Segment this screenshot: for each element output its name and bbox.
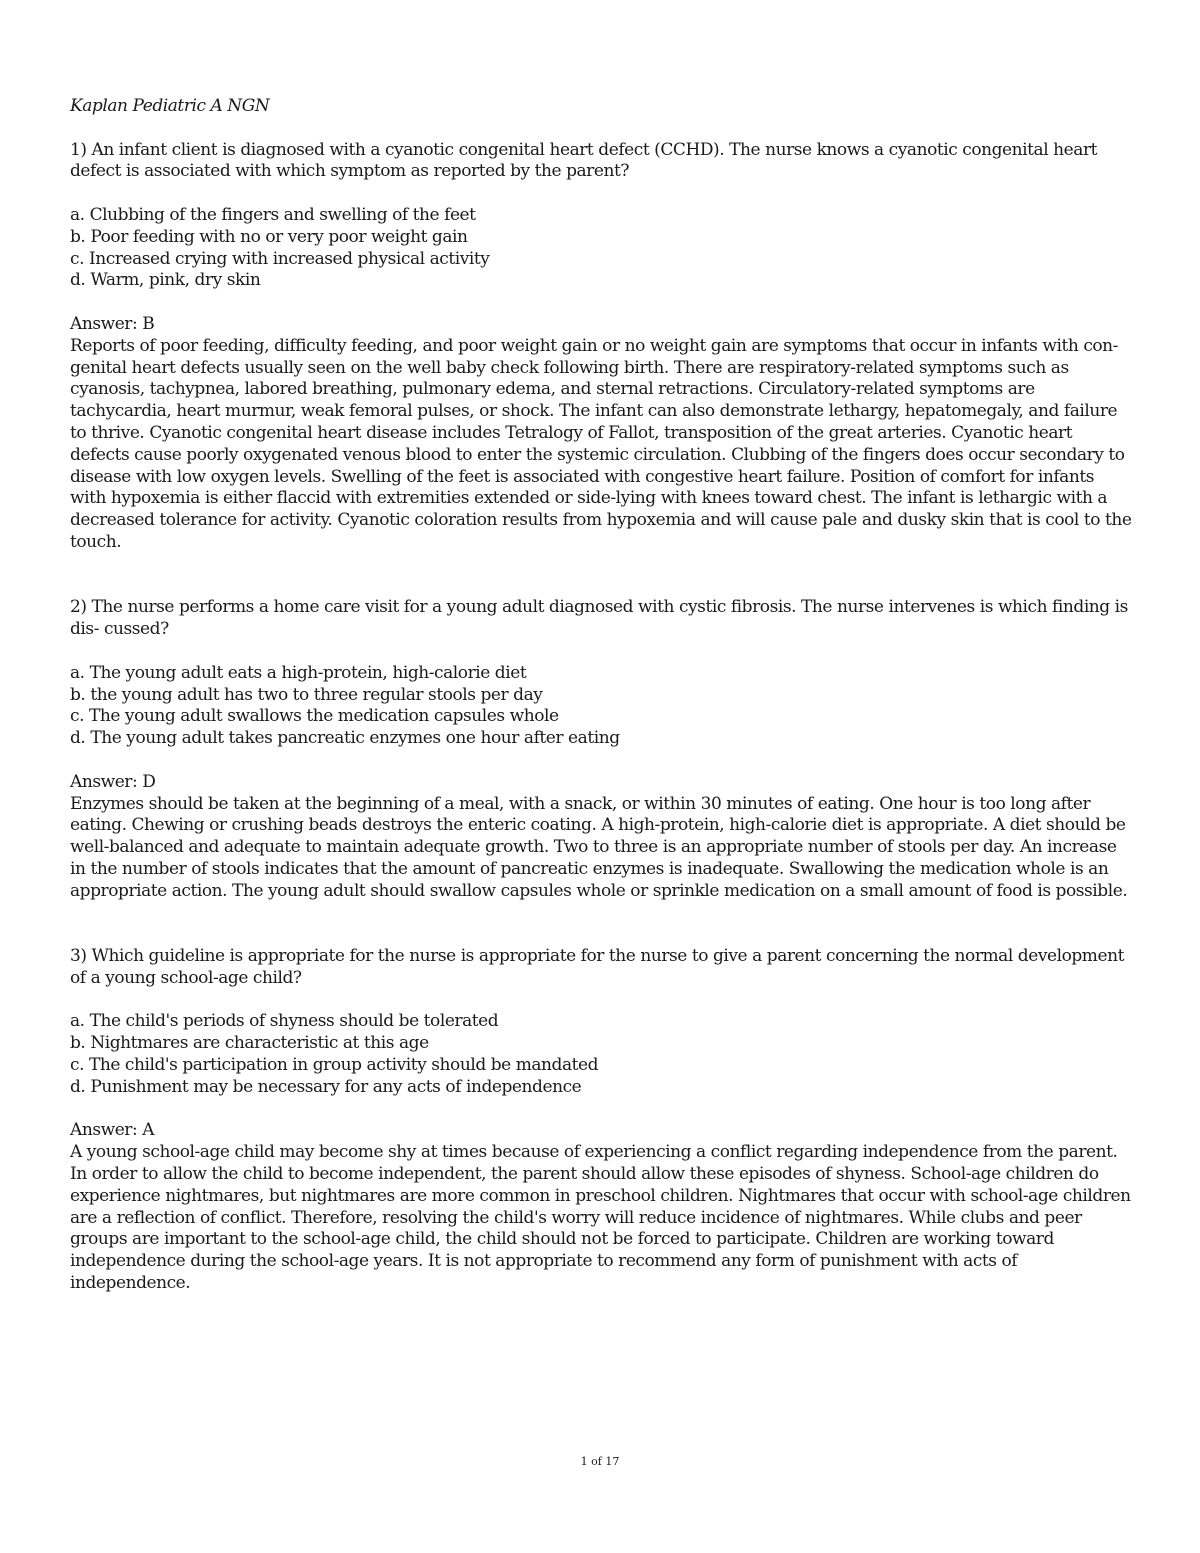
option-d: d. The young adult takes pancreatic enzymes one hour after eating bbox=[70, 728, 620, 749]
option-b: b. Nightmares are characteristic at this age bbox=[70, 1033, 429, 1054]
option-c: c. The child's participation in group activity should be mandated bbox=[70, 1055, 599, 1076]
option-c: c. Increased crying with increased physical activity bbox=[70, 248, 490, 269]
answer-label: Answer: A bbox=[70, 1120, 155, 1141]
question-block-2 bbox=[70, 597, 1132, 902]
answer-options bbox=[70, 663, 1132, 750]
question-block-3 bbox=[70, 946, 1132, 1295]
option-d: d. Warm, pink, dry skin bbox=[70, 270, 261, 291]
question-text: 1) An infant client is diagnosed with a cyanotic congenital heart defect (CCHD). The nurse knows a cyanotic congenital heart defect is associated with which symptom as reported by the parent? bbox=[70, 139, 1098, 182]
page-number: 1 of 17 bbox=[580, 1455, 620, 1468]
answer-explanation: Reports of poor feeding, difficulty feeding, and poor weight gain or no weight gain are symptoms that occur in infants with con- genital heart defects usually seen on the well baby check following birth. There are respiratory-related symptoms such as cyanosis, tachypnea, labored breathing, pulmonary edema, and sternal retractions. Circulatory-related symptoms are tachycardia, heart murmur, weak femoral pulses, or shock. The infant can also demonstrate lethargy, hepatomegaly, and failure to thrive. Cyanotic congenital heart disease includes Tetralogy of Fallot, transposition of the great arteries. Cyanotic heart defects cause poorly oxygenated venous blood to enter the systemic circulation. Clubbing of the fingers does occur secondary to disease with low oxygen levels. Swelling of the feet is associated with congestive heart failure. Position of comfort for infants with hypoxemia is either flaccid with extremities extended or side-lying with knees toward chest. The infant is lethargic with a decreased tolerance for activity. Cyanotic coloration results from hypoxemia and will cause pale and dusky skin that is cool to the touch. bbox=[70, 335, 1132, 552]
answer-explanation: Enzymes should be taken at the beginning of a meal, with a snack, or within 30 minutes of eating. One hour is too long after eating. Chewing or crushing beads destroys the enteric coating. A high-protein, high-calorie diet is appropriate. A diet should be well-balanced and adequate to maintain adequate growth. Two to three is an appropriate number of stools per day. An increase in the number of stools indicates that the amount of pancreatic enzymes is inadequate. Swallowing the medication whole is an appropriate action. The young adult should swallow capsules whole or sprinkle medication on a small amount of food is possible. bbox=[70, 793, 1128, 901]
option-d: d. Punishment may be necessary for any acts of independence bbox=[70, 1076, 582, 1097]
option-a: a. Clubbing of the fingers and swelling of the feet bbox=[70, 204, 476, 225]
option-a: a. The young adult eats a high-protein, high-calorie diet bbox=[70, 662, 527, 683]
section-spacer bbox=[70, 902, 1132, 946]
option-c: c. The young adult swallows the medication capsules whole bbox=[70, 706, 559, 727]
question-text: 3) Which guideline is appropriate for the nurse is appropriate for the nurse to give a parent concerning the normal development of a young school-age child? bbox=[70, 946, 1124, 988]
answer-explanation: A young school-age child may become shy at times because of experiencing a conflict regarding independence from the parent. In order to allow the child to become independent, the parent should allow these episodes of shyness. School-age children do experience nightmares, but nightmares are more common in preschool children. Nightmares that occur with school-age children are a reflection of conflict. Therefore, resolving the child's worry will reduce incidence of nightmares. While clubs and peer groups are important to the school-age child, the child should not be forced to participate. Children are working toward independence during the school-age years. It is not appropriate to recommend any form of punishment with acts of independence. bbox=[70, 1142, 1131, 1294]
question-block-1 bbox=[70, 140, 1132, 554]
answer-label: Answer: B bbox=[70, 313, 155, 334]
option-b: b. the young adult has two to three regular stools per day bbox=[70, 684, 543, 705]
question-text: 2) The nurse performs a home care visit for a young adult diagnosed with cystic fibrosis. The nurse intervenes is which finding is dis- cussed? bbox=[70, 597, 1128, 640]
answer-options bbox=[70, 205, 1132, 292]
answer-label: Answer: D bbox=[70, 771, 156, 792]
answer-options bbox=[70, 1011, 1132, 1098]
option-b: b. Poor feeding with no or very poor weight gain bbox=[70, 226, 468, 247]
section-spacer bbox=[70, 554, 1132, 598]
document-page bbox=[70, 96, 1132, 1295]
option-a: a. The child's periods of shyness should be tolerated bbox=[70, 1011, 499, 1032]
document-title: Kaplan Pediatric A NGN bbox=[70, 96, 270, 116]
